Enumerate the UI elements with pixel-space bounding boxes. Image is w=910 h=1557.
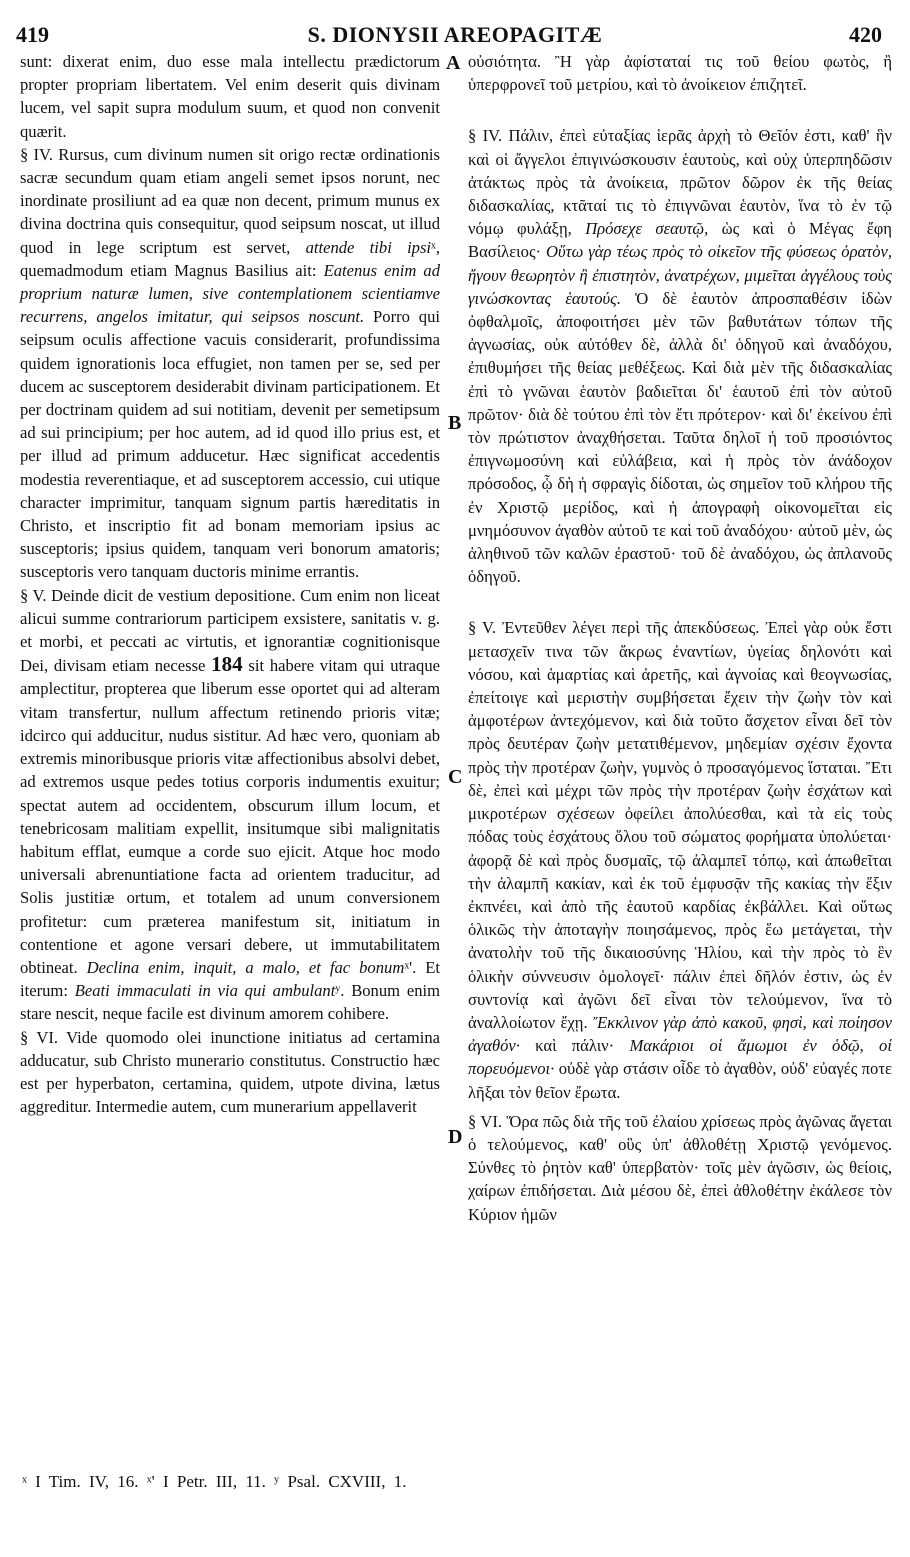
latin-paragraph-v: § V. Deinde dicit de vestium depositione. Cum enim non liceat alicui summe contrariorum participem exsistere, sanitatis v. g. et morbi, et peccati ac virtutis, et ignorantiæ cognitionisque Dei, divisam etiam necesse 184 sit habere vitam qui utraque amplectitur, propterea que liberum esse oportet qui ad alteram vitam transfertur, nullum affectum retinendo prioris vitæ; idcirco qui adducitur, nudus sistitur. Ad hæc vero, quoniam ab extremis minoribusque prioris vitæ affectionibus absolvi debet, ad extremos usque pedes totius corporis indumentis exuitur; spectat autem ad occidentem, obscurum illum locum, et tenebricosam malitiam expellit, insitumque sibi malignitatis habitum efflat, eumque a corde suo ejicit. Atque hoc modo universali abrenuntiatione facta ad orientem traducitur, ad Solis justitiæ ortum, et totalem ad unum conversionem profitetur: cum præterea manifestum sit, initiatum in contentione et agone versari debere, ut immutabilitatem obtineat. Declina enim, inquit, a malo, et fac bonumˣ'. Et iterum: Beati immaculati in via qui ambulantʸ. Bonum enim stare nescit, neque facile est divinum amorem cohibere.	[20, 585, 441, 1024]
section-marker-b: B	[448, 412, 462, 434]
latin-quote: Beati immaculati in via qui ambulant	[74, 981, 336, 1001]
page-number-left: 419	[16, 22, 49, 47]
greek-quote: Ἔκκλινον γὰρ ἀπὸ κακοῦ, φησὶ, καὶ ποίησον ἀγαθόν·	[468, 1012, 892, 1056]
page-header	[0, 10, 910, 47]
latin-quote: attende tibi ipsi	[305, 237, 432, 257]
greek-quote: Οὕτω γὰρ τέως πρὸς τὸ οἰκεῖον τῆς φύσεως ὁρατὸν, ἤγουν θεωρητὸν ἢ ἐπιστητὸν, ἀνατρέχων, μιμεῖται ἀγγέλους τοὺς γινώσκοντας ἑαυτούς.	[468, 242, 893, 308]
latin-paragraph-1: sunt: dixerat enim, duo esse mala intellectu prædictorum propter propriam libertatem. Vel enim deserit quis divinam lucem, vel sapit supra modulum suum, et quod non convenit quærit.	[20, 52, 440, 141]
section-marker-c: C	[448, 766, 463, 788]
greek-paragraph-1: οὐσιότητα. Ἢ γὰρ ἀφίσταταί τις τοῦ θείου φωτὸς, ἢ ὑπερφρονεῖ τοῦ μετρίου, καὶ τὸ ἀνοίκειον ἐπιζητεῖ.	[468, 52, 892, 95]
latin-paragraph-iv: § IV. Rursus, cum divinum numen sit origo rectæ ordinationis sacræ secundum quam etiam angeli semet ipsos norunt, nec inordinate prosiliunt ad ea quæ non decent, primum munus ex divina doctrina quis consequitur, quod seipsum noscat, ut illud quod in lege scriptum est servet, attende tibi ipsiˣ, quemadmodum etiam Magnus Basilius ait: Eatenus enim ad proprium naturæ lumen, sive contemplationem scientiamve recurrens, angelos imitatur, qui seipsos noscunt. Porro qui seipsum oculis affectione vacuis considerarit, profundissima quidem ignorationis loca effugiet, non tamen per se, sed per ducem ac susceptorem desiderabit divinam participationem. Et per doctrinam quidem ad sui notitiam, devenit per semetipsum ad sui principium; per hoc autem, ad id quod illo prius est, et per illud ad primum adducetur. Hæc significat accedentis modestia reverentiaque, et ad susceptorem accessio, cui utique character imprimitur, tanquam signum partis hæreditatis in Christo, et inscriptio fit ad bonam memoriam ipsius ac susceptoris; ipsius quidem, tanquam veri bonorum amatoris; susceptoris vero tanquam ductoris minime errantis.	[20, 144, 441, 582]
latin-paragraph-vi: § VI. Vide quomodo olei inunctione initiatus ad certamina adducatur, sub Christo munerario constitutus. Constructio hæc est per hyperbaton, certamina, quidem, utpote divina, lætus aggreditur. Intermedie autem, cum munerarium appellaverit	[20, 1027, 440, 1117]
latin-quote: Declina enim, inquit, a malo, et fac bonum	[86, 957, 405, 977]
greek-column	[468, 50, 892, 1226]
greek-quote: Μακάριοι οἱ ἄμωμοι ἐν ὁδῷ, οἱ πορευόμενοι·	[468, 1036, 892, 1079]
section-marker-a: A	[446, 52, 461, 74]
latin-quote: Eatenus enim ad proprium naturæ lumen, sive contemplationem scientiamve recurrens, angelos imitatur, qui seipsos noscunt.	[20, 260, 441, 327]
footnotes: ˣ I Tim. IV, 16. ˣ' I Petr. III, 11. ʸ Psal. CXVIII, 1.	[22, 1472, 407, 1491]
greek-paragraph-vi: § VI. Ὅρα πῶς διὰ τῆς τοῦ ἐλαίου χρίσεως πρὸς ἀγῶνας ἄγεται ὁ τελούμενος, καθ' οὓς ὑπ' ἀθλοθέτῃ Χριστῷ γενόμενος. Σύνθες τὸ ῥητὸν καθ' ὑπερβατὸν· τοῖς μὲν ἀγῶσιν, ὡς θείοις, χαίρων ἐπιδήσεται. Διὰ μέσου δὲ, ἐπεὶ ἀθλοθέτην ἐκάλεσε τὸν Κύριον ἡμῶν	[468, 1111, 892, 1224]
greek-paragraph-v: § V. Ἐντεῦθεν λέγει περὶ τῆς ἀπεκδύσεως. Ἐπεὶ γὰρ οὐκ ἔστι μετασχεῖν τινα τῶν ἄκρως ἐναντίων, ὑγείας δηλονότι καὶ νόσου, καὶ ἁμαρτίας καὶ ἀρετῆς, καὶ ἀγνοίας καὶ θεογνωσίας, ἐπείτοιγε καὶ μεριστὴν συμβήσεται ἔχειν τὴν ζωὴν τὸν καὶ ἀμφοτέρων ἀντεχόμενον, καὶ διὰ τοῦτο ἄσχετον εἶναι δεῖ τὸν πρὸς δευτέραν ζωὴν μετατιθέμενον, μηδεμίαν σχέσιν ἔχοντα πρὸς τὴν προτέραν ζωὴν, γυμνὸς ὁ προσαγόμενος ἵσταται. Ἔτι δὲ, ἐπεὶ καὶ μέχρι τῶν πρὸς τὴν προτέραν ζωὴν ἐσχάτων καὶ μικροτέρων σχέσεων ὀφείλει ἀπολύεσθαι, καὶ τὰ εἰς τοὺς πόδας τοὺς ἐσχάτους ὅλου τοῦ σώματος φορήματα ὑπολύεται· ἀφορᾷ δὲ καὶ πρὸς δυσμαῖς, τῷ ἀλαμπεῖ τόπῳ, καὶ ἀπωθεῖται τὴν ἀλαμπῆ κακίαν, καὶ ἐκ τοῦ ἐμφυσᾷν τῆς κακίας τὴν ἕξιν ἐκπνέει, καὶ ἀπὸ τῆς ἑαυτοῦ καρδίας ἐκβάλλει. Καὶ οὕτως ὁλικῶς τὴν ἀποταγὴν ποιησάμενος, πρὸς ἕω μετάγεται, τὴν ἀνατολὴν τοῦ τῆς δικαιοσύνης Ἡλίου, καὶ τὴν πρὸς τὸ ἓν ὁλικὴν σύννευσιν ὁμολογεῖ· πάλιν ἐπεὶ δῆλόν ἐστιν, ὡς ἐν συντονίᾳ καὶ ἀγῶνι δεῖ εἶναι τὸν τελούμενον, ἵνα τὸ ἀναλλοίωτον ἔχῃ. Ἔκκλινον γὰρ ἀπὸ κακοῦ, φησὶ, καὶ ποίησον ἀγαθόν· καὶ πάλιν· Μακάριοι οἱ ἄμωμοι ἐν ὁδῷ, οἱ πορευόμενοι· οὐδὲ γὰρ στάσιν οἶδε τὸ ἀγαθὸν, οὐδ' εὐαγές ποτε λῆξαι τὸν θεῖον ἔρωτα.	[468, 618, 892, 1102]
page-number-right: 420	[849, 22, 882, 47]
column-number: 184	[211, 652, 243, 677]
section-marker-d: D	[448, 1126, 463, 1148]
greek-quote: Πρόσεχε σεαυτῷ,	[585, 219, 709, 239]
greek-paragraph-iv: § IV. Πάλιν, ἐπεὶ εὐταξίας ἱερᾶς ἀρχὴ τὸ Θεῖόν ἐστι, καθ' ἣν καὶ οἱ ἄγγελοι ἐπιγινώσκουσιν ἑαυτοὺς, καὶ οὐχ ὑπερπηδῶσιν ἀτάκτως πρὸς τὰ ἀνοίκεια, πρῶτον δῶρον ἐκ τῆς θείας διδασκαλίας, κτᾶταί τις τὸ ἐπιγνῶναι ἑαυτὸν, ἵνα τὸ ἐν τῷ νόμῳ φυλάξῃ, Πρόσεχε σεαυτῷ, ὡς καὶ ὁ Μέγας ἔφη Βασίλειος· Οὕτω γὰρ τέως πρὸς τὸ οἰκεῖον τῆς φύσεως ὁρατὸν, ἤγουν θεωρητὸν ἢ ἐπιστητὸν, ἀνατρέχων, μιμεῖται ἀγγέλους τοὺς γινώσκοντας ἑαυτούς. Ὁ δὲ ἑαυτὸν ἀπροσπαθέσιν ἰδὼν ὀφθαλμοῖς, ἀποφοιτήσει μὲν τῶν βαθυτάτων τόπων τῆς ἀγνωσίας, οὐκ αὐτόθεν δὲ, ἀλλὰ δι' ὁδηγοῦ καὶ ἀναδόχου, ἐπιθυμήσει τῆς θείας μεθέξεως. Καὶ διὰ μὲν τῆς διδασκαλίας ἐπὶ τὸ γνῶναι ἑαυτὸν βαδιεῖται δι' ἑαυτοῦ ἐπὶ τὸν αὐτοῦ πρῶτον· διὰ δὲ τούτου ἐπὶ τὸν ἔτι πρότερον· καὶ δι' ἐκείνου ἐπὶ τὸν πρώτιστον ἀναχθήσεται. Ταῦτα δηλοῖ ἡ τοῦ προσιόντος ἐπιγνωμοσύνη καὶ εὐλάβεια, καὶ ἡ πρὸς τὸν ἀνάδοχον πρόσοδος, ᾧ δὴ ἡ σφραγὶς δίδοται, ὡς σημεῖον τοῦ κλήρου τῆς ἐν Χριστῷ μερίδος, καὶ ἡ ἀπογραφὴ οἰκονομεῖται εἰς μνημόσυνον ἀγαθὸν αὐτοῦ τε καὶ τοῦ ἀναδόχου· αὐτοῦ μὲν, ὡς ἀληθινοῦ τῶν καλῶν ἐραστοῦ· τοῦ δὲ ἀναδόχου, ὡς ἀπλανοῦς ὁδηγοῦ.	[468, 126, 893, 587]
latin-column	[20, 50, 440, 1118]
running-title: S. DIONYSII AREOPAGITÆ	[307, 22, 603, 47]
